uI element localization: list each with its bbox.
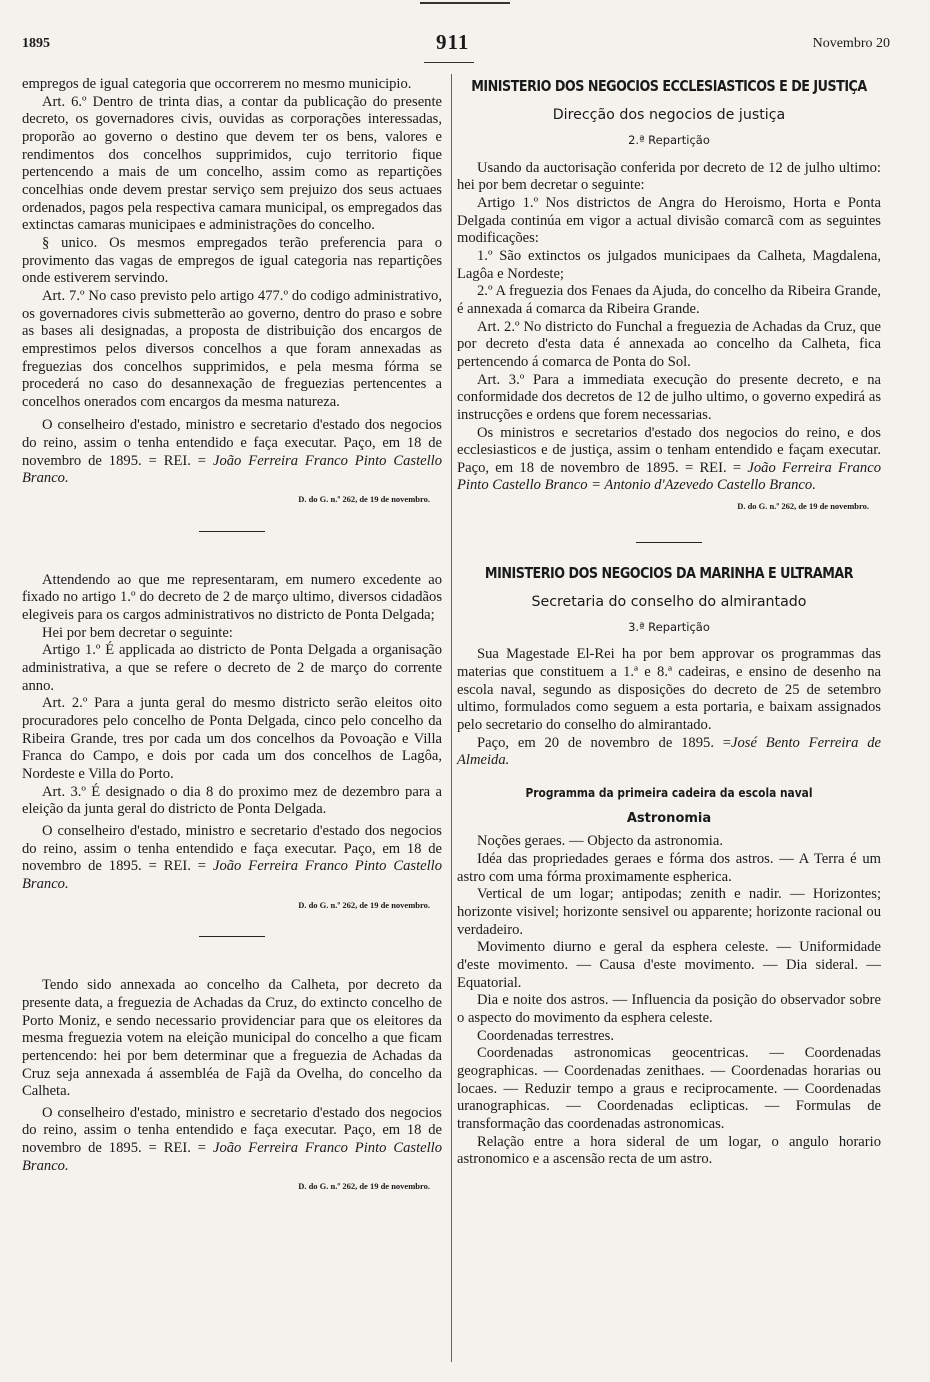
- syllabus-item: Vertical de um logar; antipodas; zenith e nadir. — Horizontes; horizonte visivel; horizonte sensivel ou apparente; horizonte racional ou verdadeiro.: [457, 886, 881, 938]
- source-citation: D. do G. n.º 262, de 19 de novembro.: [737, 501, 869, 512]
- closing-text: O conselheiro d'estado, ministro e secretario d'estado dos negocios do reino, assim o tenha entendido e faça executar. Paço, em 18 de novembro de 1895. = REI. =: [22, 417, 442, 469]
- section-separator: [199, 531, 265, 532]
- syllabus-item: Dia e noite dos astros. — Influencia da posição do observador sobre o aspecto do movimento da esphera celeste.: [457, 992, 881, 1026]
- ministry-heading: MINISTERIO DOS NEGOCIOS ECCLESIASTICOS E DE JUSTIÇA: [471, 77, 867, 95]
- right-column: [457, 76, 881, 1169]
- source-citation: D. do G. n.º 262, de 19 de novembro.: [298, 1181, 430, 1192]
- signature: José Bento Ferreira de Almeida.: [457, 734, 881, 769]
- source-citation: D. do G. n.º 262, de 19 de novembro.: [298, 899, 430, 910]
- column-divider: [451, 74, 452, 1362]
- syllabus-item: Idéa das propriedades geraes e fórma dos astros. — A Terra é um astro com uma fórma proximamente espherica.: [457, 851, 881, 885]
- paragraph: Sua Magestade El-Rei ha por bem approvar os programmas das materias que constituem a 1.ª e 8.ª cadeiras, e ensino de desenho na escola naval, segundo as disposições do decreto de 25 de setembro ultimo, formulados como seguem a esta portaria, e baixam assignados pelo secretario do conselho do almirantado.: [457, 646, 881, 734]
- closing-text: O conselheiro d'estado, ministro e secretario d'estado dos negocios do reino, assim o tenha entendido e faça executar. Paço, em 18 de novembro de 1895. = REI. =: [22, 1104, 442, 1157]
- syllabus-item: Movimento diurno e geral da esphera celeste. — Uniformidade d'este movimento. — Causa d'este movimento. — Dia sideral. — Equatorial.: [457, 939, 881, 991]
- paragraph: Art. 2.º No districto do Funchal a freguezia de Achadas da Cruz, que por decreto d'esta data é annexada ao concelho da Calheta, fica pertencendo á comarca de Ponta do Sol.: [457, 318, 881, 370]
- syllabus-item: Relação entre a hora sideral de um logar, o angulo horario astronomico e a ascensão recta de um astro.: [457, 1133, 881, 1168]
- programme-title: Programma da primeira cadeira da escola naval: [525, 785, 813, 801]
- closing-paragraph: [457, 735, 881, 770]
- paragraph: Art. 2.º Para a junta geral do mesmo districto serão eleitos oito procuradores pelo concelho de Ponta Delgada, cinco pelo concelho da Ribeira Grande, tres por cada um dos concelhos da Povoação e Villa Franca do Campo, e dois por cada um dos concelhos de Lagôa, Nordeste e Villa do Porto.: [22, 695, 442, 782]
- signature: João Ferreira Franco Pinto Castello Branco.: [22, 452, 443, 487]
- department-heading: Direcção dos negocios de justiça: [552, 107, 786, 123]
- signature: João Ferreira Franco Pinto Castello Branco = Antonio d'Azevedo Castello Branco.: [457, 459, 882, 494]
- closing-paragraph: [457, 425, 881, 496]
- closing-text: O conselheiro d'estado, ministro e secretario d'estado dos negocios do reino, assim o tenha entendido e faça executar. Paço, em 18 de novembro de 1895. = REI. =: [22, 822, 442, 875]
- paragraph: Tendo sido annexada ao concelho da Calheta, por decreto da presente data, a freguezia de Achadas da Cruz, do extincto concelho de Porto Moniz, e sendo necessario providenciar para que os eleitores da mesma freguezia votem na eleição municipal do concelho a que ficam pertencendo: hei por bem determinar que a freguezia de Achadas da Cruz seja annexada á assembléa de Fajã da Ovelha, do concelho da Calheta.: [22, 977, 442, 1100]
- paragraph: § unico. Os mesmos empregados terão preferencia para o provimento das vagas de empregos de igual categoria nas repartições onde estiverem servindo.: [22, 234, 442, 287]
- signature: João Ferreira Franco Pinto Castello Branco.: [22, 858, 443, 892]
- paragraph: Hei por bem decretar o seguinte:: [42, 624, 233, 641]
- paragraph: Artigo 1.º Nos districtos de Angra do Heroismo, Horta e Ponta Delgada continúa em vigor a actual divisão comarcã com as seguintes modificações:: [457, 194, 881, 247]
- syllabus-item: Coordenadas astronomicas geocentricas. — Coordenadas geographicas. — Coordenadas zenithaes. — Coordenadas horarias ou locaes. — Reduzir tempo a graus e reciprocamente. — Coordenadas uranographicas. — Coordenadas eclipticas. — Formulas de transformação das coordenadas astronomicas.: [457, 1045, 881, 1132]
- closing-paragraph: [22, 1105, 442, 1176]
- section-heading: 2.ª Repartição: [628, 133, 710, 147]
- paragraph: Art. 7.º No caso previsto pelo artigo 477.º do codigo administrativo, os governadores civis submetterão ao governo, dentro do praso e sobre as bases ali designadas, a proposta de distribuição dos encargos de emprestimos pelos diversos concelhos a que foram annexadas as freguezias dos concelhos supprimidos, e pela mesma fórma se procederá no caso do desannexação de freguezias pertencentes a concelhos onerados com encargos da mesma natureza.: [22, 287, 442, 410]
- section-separator: [636, 542, 702, 543]
- page-number-rule: [424, 62, 474, 63]
- ministry-heading: MINISTERIO DOS NEGOCIOS DA MARINHA E ULTRAMAR: [484, 563, 854, 582]
- paragraph: Attendendo ao que me representaram, em numero excedente ao fixado no artigo 1.º do decreto de 2 de março ultimo, diversos cidadãos elegiveis para os cargos administrativos no districto de Ponta Delgada;: [22, 571, 442, 624]
- subject-heading: Astronomia: [626, 810, 712, 826]
- closing-text: Paço, em 20 de novembro de 1895. =: [477, 734, 732, 751]
- paragraph: Usando da auctorisação conferida por decreto de 12 de julho ultimo: hei por bem decretar o seguinte:: [457, 159, 881, 194]
- paragraph: Art. 6.º Dentro de trinta dias, a contar da publicação do presente decreto, os governadores civis, ouvidas as corporações interessadas, proporão ao governo o destino que devem ter os bens, valores e rendimentos dos concelhos supprimidos, cujo territorio fique pertencendo a mais de um concelho, assim como as repartições concelhias onde devem prestar serviço sem prejuizo dos seus actuaes ordenados, pagos pela respectiva camara municipal, os empregados das extinctas camaras municipaes e administrações do concelho.: [22, 93, 442, 234]
- left-column: [22, 76, 442, 1196]
- paragraph: 1.º São extinctos os julgados municipaes da Calheta, Magdalena, Lagôa e Nordeste;: [457, 247, 881, 282]
- paragraph: 2.º A freguezia dos Fenaes da Ajuda, do concelho da Ribeira Grande, é annexada á comarca da Ribeira Grande.: [457, 283, 881, 317]
- department-heading: Secretaria do conselho do almirantado: [531, 593, 807, 610]
- closing-paragraph: [22, 823, 442, 894]
- paragraph: empregos de igual categoria que occorrerem no mesmo municipio.: [22, 76, 412, 92]
- section-separator: [199, 936, 265, 937]
- header-date: Novembro 20: [812, 36, 890, 51]
- paragraph: Art. 3.º É designado o dia 8 do proximo mez de dezembro para a eleição da junta geral do districto de Ponta Delgada.: [22, 783, 442, 818]
- header-page-number: 911: [436, 30, 470, 54]
- top-rule: [420, 2, 510, 4]
- closing-text: Os ministros e secretarios d'estado dos negocios do reino, e dos ecclesiasticos e de justiça, assim o tenham entendido e façam executar. Paço, em 18 de novembro de 1895. = REI. =: [457, 424, 881, 476]
- header-year: 1895: [22, 36, 50, 51]
- source-citation: D. do G. n.º 262, de 19 de novembro.: [298, 494, 430, 505]
- paragraph: Artigo 1.º É applicada ao districto de Ponta Delgada a organisação administrativa, a que se refere o decreto de 2 de março do corrente anno.: [22, 642, 442, 694]
- section-heading: 3.ª Repartição: [628, 619, 710, 634]
- paragraph: Art. 3.º Para a immediata execução do presente decreto, e na conformidade dos decretos de 12 de julho ultimo, o governo expedirá as instrucções e ordens que forem necessarias.: [457, 371, 881, 423]
- closing-paragraph: [22, 417, 442, 488]
- syllabus-item: Coordenadas terrestres.: [477, 1027, 614, 1044]
- signature: João Ferreira Franco Pinto Castello Branco.: [22, 1140, 443, 1174]
- syllabus-item: Noções geraes. — Objecto da astronomia.: [477, 833, 723, 850]
